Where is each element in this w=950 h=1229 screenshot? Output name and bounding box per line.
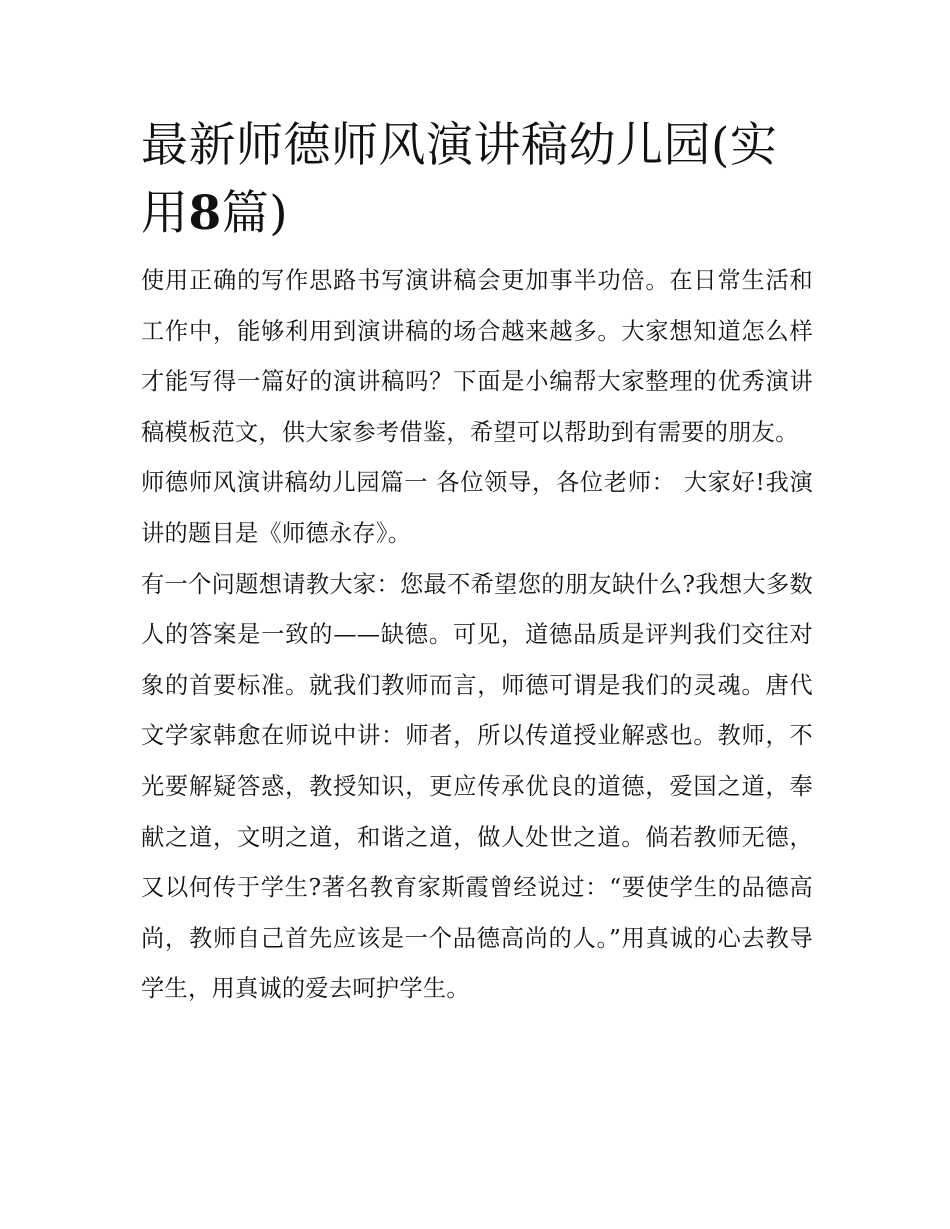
title-number: 8 [188,186,222,241]
title-suffix: 篇) [221,186,289,241]
document-page [141,112,813,1015]
document-title [141,112,813,248]
title-prefix: 最新师德师风演讲稿幼儿园(实用 [141,118,778,241]
intro-paragraph: 使用正确的写作思路书写演讲稿会更加事半功倍。在日常生活和工作中，能够利用到演讲稿的场合越来越多。大家想知道怎么样才能写得一篇好的演讲稿吗？下面是小编帮大家整理的优秀演讲稿模板范文，供大家参考借鉴，希望可以帮助到有需要的朋友。 [141,267,813,446]
section-one-opening-paragraph: 师德师风演讲稿幼儿园篇一 各位领导，各位老师： 大家好!我演讲的题目是《师德永存》。 [141,469,813,547]
body-paragraph: 有一个问题想请教大家：您最不希望您的朋友缺什么?我想大多数人的答案是一致的——缺德。可见，道德品质是评判我们交往对象的首要标准。就我们教师而言，师德可谓是我们的灵魂。唐代文学家韩愈在师说中讲：师者，所以传道授业解惑也。教师，不光要解疑答惑，教授知识，更应传承优良的道德，爱国之道，奉献之道，文明之道，和谐之道，做人处世之道。倘若教师无德，又以何传于学生?著名教育家斯霞曾经说过：“要使学生的品德高尚，教师自己首先应该是一个品德高尚的人。”用真诚的心去教导学生，用真诚的爱去呵护学生。 [141,570,813,1003]
